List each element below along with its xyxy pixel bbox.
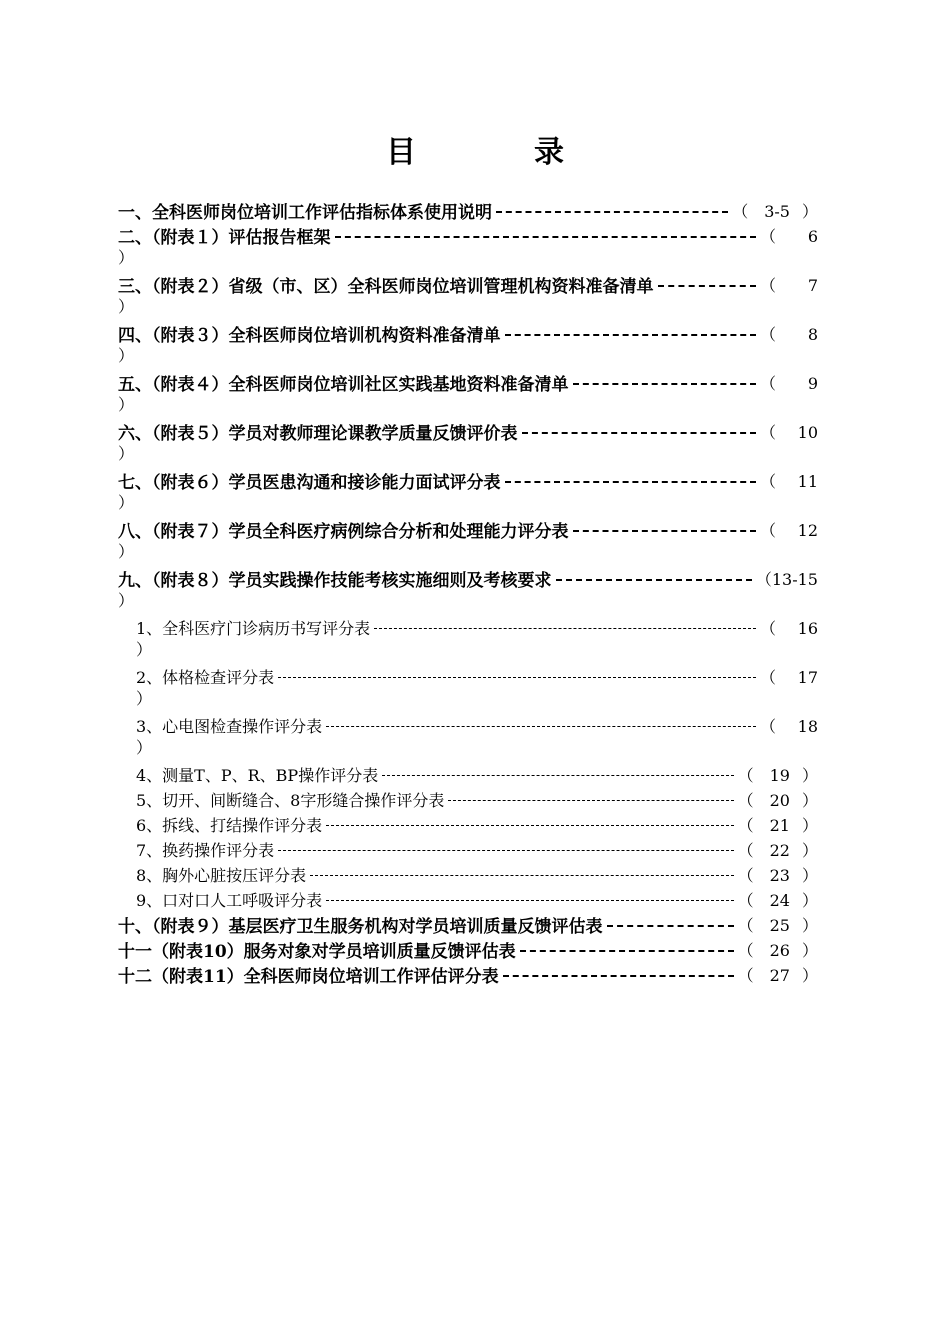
toc-entry-line (118, 223, 818, 248)
page-ref-open: （ 23 (737, 866, 790, 885)
toc-entry-wrap-line (118, 542, 818, 566)
page-ref-open: （ 20 (737, 791, 790, 810)
toc-entry-label: 七、（附表６）学员医患沟通和接诊能力面试评分表 (118, 473, 501, 493)
toc-entry[interactable] (118, 321, 818, 370)
toc-entry-line (136, 664, 818, 689)
page-ref-close: ） (118, 395, 135, 414)
dot-leader (326, 726, 756, 727)
toc-entry[interactable] (118, 812, 818, 837)
toc-entry[interactable] (118, 787, 818, 812)
page-ref-open: （ 25 (737, 916, 790, 935)
toc-entry-page (760, 518, 818, 541)
toc-entry-page (760, 371, 818, 394)
toc-entry-line (136, 615, 818, 640)
toc-entry-page (738, 763, 818, 786)
toc-entry[interactable] (118, 615, 818, 664)
page-ref-open: （ (759, 325, 776, 344)
toc-entry-wrap-line (136, 640, 818, 664)
toc-entry-label: 6、拆线、打结操作评分表 (136, 816, 323, 835)
toc-entry[interactable] (118, 762, 818, 787)
toc-entry-wrap-line (118, 346, 818, 370)
toc-entry-label: 三、（附表２）省级（市、区）全科医师岗位培训管理机构资料准备清单 (118, 277, 654, 297)
page-ref-open: （ (759, 374, 776, 393)
toc-entry[interactable] (118, 198, 818, 223)
page-ref-open: （ (759, 227, 776, 246)
page-ref-open: （ (759, 717, 776, 736)
toc-entry-line (118, 566, 818, 591)
toc-entry-label: 五、（附表４）全科医师岗位培训社区实践基地资料准备清单 (118, 375, 569, 395)
page-ref-open: （ (759, 276, 776, 295)
toc-entry-page (732, 199, 818, 222)
toc-entry-page (738, 913, 818, 936)
page-ref-close: ） (801, 791, 818, 810)
toc-entry[interactable] (118, 713, 818, 762)
page-ref-open: （13-15 (755, 570, 818, 589)
toc-entry-label: 四、（附表３）全科医师岗位培训机构资料准备清单 (118, 326, 501, 346)
toc-entry-line (118, 370, 818, 395)
page-ref-number: 10 (797, 423, 818, 442)
dot-leader (658, 285, 756, 287)
toc-entry-page (760, 469, 818, 492)
page-ref-open: （ 22 (737, 841, 790, 860)
dot-leader (505, 481, 756, 483)
toc-entry-wrap-line (136, 738, 818, 762)
dot-leader (556, 579, 752, 581)
toc-entry-page (738, 963, 818, 986)
toc-entry-label: 4、测量T、P、R、BP操作评分表 (136, 766, 379, 785)
page-ref-close: ） (801, 941, 818, 960)
toc-entry-line (118, 321, 818, 346)
toc-entry[interactable] (118, 272, 818, 321)
toc-entry-page (760, 224, 818, 247)
page-ref-close: ） (801, 966, 818, 985)
toc-entry-line (118, 272, 818, 297)
toc-entry-label: 5、切开、间断缝合、8字形缝合操作评分表 (136, 791, 445, 810)
toc-entry-label: 十一（附表10）服务对象对学员培训质量反馈评估表 (118, 942, 516, 962)
dot-leader (310, 875, 733, 876)
toc-entry-line (118, 198, 818, 223)
dot-leader (326, 825, 733, 826)
page-ref-close: ） (801, 841, 818, 860)
toc-entry-line (136, 762, 818, 787)
dot-leader (503, 975, 734, 977)
page-ref-number: 7 (807, 276, 818, 295)
toc-entry-line (136, 713, 818, 738)
dot-leader (522, 432, 756, 434)
toc-entry-line (118, 962, 818, 987)
page-ref-close: ） (136, 738, 153, 757)
dot-leader (374, 628, 756, 629)
toc-entry-page (760, 665, 818, 688)
toc-entry-wrap-line (118, 444, 818, 468)
toc-entry-page (760, 714, 818, 737)
toc-entry-label: 八、（附表７）学员全科医疗病例综合分析和处理能力评分表 (118, 522, 569, 542)
page-ref-number: 18 (797, 717, 818, 736)
toc-entry[interactable] (118, 370, 818, 419)
page-ref-number: 8 (807, 325, 818, 344)
page-ref-open: （ (759, 423, 776, 442)
page-ref-close: ） (136, 640, 153, 659)
page-ref-close: ） (118, 248, 135, 267)
page-ref-close: ） (136, 689, 153, 708)
toc-entry-page (756, 567, 818, 590)
toc-entry[interactable] (118, 664, 818, 713)
toc-entry-line (136, 787, 818, 812)
page-ref-number: 6 (807, 227, 818, 246)
toc-entry-page (738, 863, 818, 886)
page-ref-open: （ 26 (737, 941, 790, 960)
toc-entry-line (118, 912, 818, 937)
toc-entry-label: 2、体格检查评分表 (136, 668, 275, 687)
toc-entry[interactable] (118, 419, 818, 468)
dot-leader (496, 211, 728, 213)
toc-entry-label: 1、全科医疗门诊病历书写评分表 (136, 619, 371, 638)
page-ref-open: （ (759, 619, 776, 638)
page-ref-close: ） (118, 444, 135, 463)
toc-entry-label: 十二（附表11）全科医师岗位培训工作评估评分表 (118, 967, 499, 987)
toc-entry[interactable] (118, 962, 818, 987)
page-ref-number: 12 (797, 521, 818, 540)
page-ref-number: 16 (797, 619, 818, 638)
toc-entry[interactable] (118, 937, 818, 962)
toc-entry-line (136, 862, 818, 887)
page-ref-close: ） (118, 493, 135, 512)
toc-entry-label: 九、（附表８）学员实践操作技能考核实施细则及考核要求 (118, 571, 552, 591)
toc-entry-line (118, 937, 818, 962)
dot-leader (382, 775, 733, 776)
page-ref-open: （ 27 (737, 966, 790, 985)
toc-entry[interactable] (118, 887, 818, 912)
page-ref-open: （ (759, 668, 776, 687)
toc-entry-line (118, 517, 818, 542)
toc-entry-label: 六、（附表５）学员对教师理论课教学质量反馈评价表 (118, 424, 518, 444)
toc-entry-page (738, 838, 818, 861)
toc-entry-label: 7、换药操作评分表 (136, 841, 275, 860)
dot-leader (326, 900, 733, 901)
page-ref-open: （ 3-5 (732, 202, 790, 221)
dot-leader (278, 677, 756, 678)
toc-entry-page (738, 938, 818, 961)
page-ref-close: ） (118, 346, 135, 365)
page-ref-number: 17 (797, 668, 818, 687)
toc-entry-page (760, 273, 818, 296)
toc-entry-wrap-line (118, 248, 818, 272)
toc-entry-line (118, 419, 818, 444)
toc-entry-label: 一、全科医师岗位培训工作评估指标体系使用说明 (118, 203, 492, 223)
dot-leader (505, 334, 756, 336)
toc-entry-wrap-line (136, 689, 818, 713)
toc-entry-label: 3、心电图检查操作评分表 (136, 717, 323, 736)
dot-leader (520, 950, 734, 952)
page-ref-number: 9 (807, 374, 818, 393)
toc-entry[interactable] (118, 837, 818, 862)
toc-entry-line (136, 837, 818, 862)
toc-entry-line (136, 887, 818, 912)
dot-leader (278, 850, 733, 851)
toc-entry-wrap-line (118, 297, 818, 321)
toc-entry-label: 十、（附表９）基层医疗卫生服务机构对学员培训质量反馈评估表 (118, 917, 603, 937)
toc-entry[interactable] (118, 862, 818, 887)
dot-leader (607, 925, 734, 927)
page-ref-close: ） (801, 916, 818, 935)
page-ref-close: ） (801, 891, 818, 910)
page-ref-close: ） (118, 591, 135, 610)
toc-entry-label: 9、口对口人工呼吸评分表 (136, 891, 323, 910)
toc-entry-page (738, 788, 818, 811)
toc-entry-label: 二、（附表１）评估报告框架 (118, 228, 331, 248)
page-ref-close: ） (801, 816, 818, 835)
dot-leader (448, 800, 733, 801)
toc-entry-label: 8、胸外心脏按压评分表 (136, 866, 307, 885)
toc-entry-page (760, 322, 818, 345)
toc-entry-page (760, 420, 818, 443)
page-ref-open: （ 24 (737, 891, 790, 910)
toc-entry-wrap-line (118, 591, 818, 615)
toc-entry-page (738, 813, 818, 836)
dot-leader (573, 530, 756, 532)
toc-entry[interactable] (118, 566, 818, 615)
toc-entry-wrap-line (118, 493, 818, 517)
page-ref-open: （ (759, 472, 776, 491)
toc-entry[interactable] (118, 468, 818, 517)
page-ref-close: ） (801, 866, 818, 885)
page-ref-number: 11 (797, 472, 818, 491)
page-ref-close: ） (801, 202, 818, 221)
page-title: 目 录 (386, 135, 608, 170)
toc-entry-line (118, 468, 818, 493)
dot-leader (335, 236, 756, 238)
page-ref-close: ） (118, 297, 135, 316)
toc-entry-line (136, 812, 818, 837)
toc-entry[interactable] (118, 517, 818, 566)
page-ref-open: （ 19 (737, 766, 790, 785)
table-of-contents (118, 198, 818, 987)
toc-entry[interactable] (118, 912, 818, 937)
toc-entry-page (738, 888, 818, 911)
toc-entry-wrap-line (118, 395, 818, 419)
toc-entry[interactable] (118, 223, 818, 272)
page-ref-open: （ (759, 521, 776, 540)
toc-entry-page (760, 616, 818, 639)
page-ref-close: ） (118, 542, 135, 561)
page-ref-close: ） (801, 766, 818, 785)
page-ref-open: （ 21 (737, 816, 790, 835)
dot-leader (573, 383, 756, 385)
